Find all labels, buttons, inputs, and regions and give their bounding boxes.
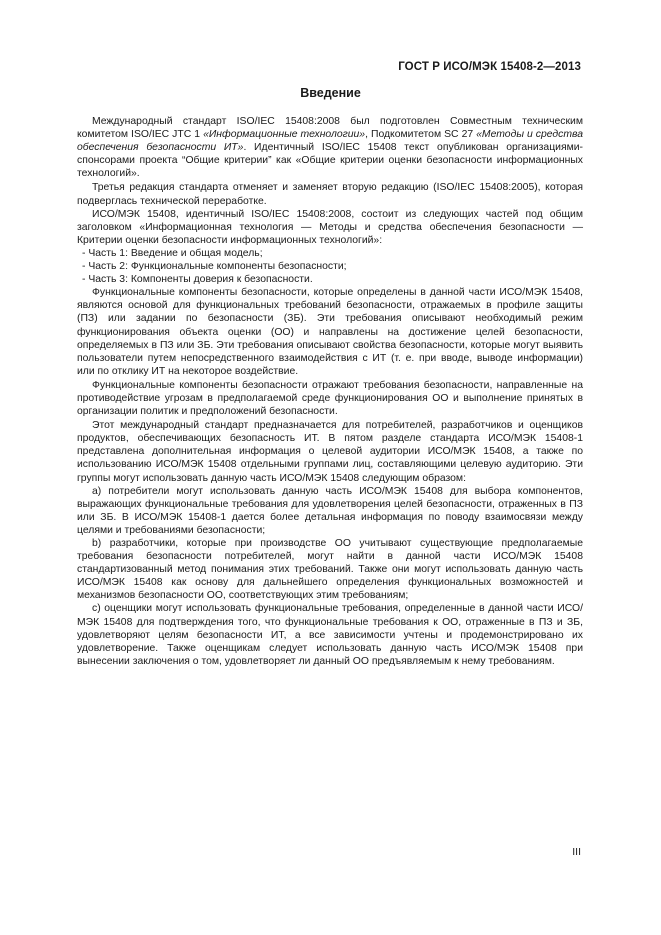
list-item-part-1: - Часть 1: Введение и общая модель; (82, 247, 263, 259)
document-body (77, 115, 583, 668)
list-item-evaluators: c) оценщики могут использовать функциональные требования, определенные в данной части ИСО/МЭК 15408 для подтверждения того, что функциональные требования к ОО, отраженные в ПЗ и ЗБ, удовлетворяют целям безопасности ИТ, а все зависимости учтены и продемонстрировано их удовлетворение. Также оценщикам следует использовать данную часть ИСО/МЭК 15408 при вынесении заключения о том, удовлетворяет ли данный ОО предъявляемым к нему требованиям. (77, 603, 583, 667)
list-item-part-3: - Часть 3: Компоненты доверия к безопасности. (82, 274, 313, 286)
list-item-consumers: a) потребители могут использовать данную часть ИСО/МЭК 15408 для выбора компонентов, выражающих функциональные требования для удовлетворения целей безопасности, отраженных в ПЗ или ЗБ. В ИСО/МЭК 15408-1 дается более детальная информация по поводу взаимосвязи между целями и требованиями безопасности; (77, 485, 583, 536)
paragraph-threats: Функциональные компоненты безопасности отражают требования безопасности, направленные на противодействие угрозам в предполагаемой среде функционирования ОО и выполнение принятых в организации политик и предположений безопасности. (77, 379, 583, 418)
paragraph-audience: Этот международный стандарт предназначается для потребителей, разработчиков и оценщиков продуктов, обеспечивающих безопасность ИТ. В пятом разделе стандарта ИСО/МЭК 15408-1 представлена дополнительная информация о целевой аудитории ИСО/МЭК 15408, а также по использованию ИСО/МЭК 15408 отдельными группами лиц, составляющими целевую аудиторию. Эти группы могут использовать данную часть ИСО/МЭК 15408 следующим образом: (77, 420, 583, 484)
paragraph-parts-intro: ИСО/МЭК 15408, идентичный ISO/IEC 15408:2008, состоит из следующих частей под общим заголовком «Информационная технология — Методы и средства обеспечения безопасности — Критерии оценки безопасности информационных технологий»: (77, 208, 583, 246)
paragraph-functional-components: Функциональные компоненты безопасности, которые определены в данной части ИСО/МЭК 15408, являются основой для функциональных требований безопасности, отражаемых в профиле защиты (ПЗ) или задании по безопасности (ЗБ). Эти требования описывают необходимый режим функционирования объекта оценки (ОО) и направлены на достижение целей безопасности, определяемых в ПЗ или ЗБ. Эти требования описывают свойства безопасности, которые могут выявить пользователи путем непосредственного взаимодействия с ИТ (т. е. при вводе, выводе информации) или по отклику ИТ на некоторое воздействие. (77, 287, 583, 377)
paragraph-edition: Третья редакция стандарта отменяет и заменяет вторую редакцию (ISO/IEC 15408:2005), которая подверглась технической переработке. (77, 182, 583, 207)
list-item-developers: b) разработчики, которые при производстве ОО учитывают существующие предполагаемые требования безопасности потребителей, могут найти в данной части ИСО/МЭК 15408 стандартизованный метод понимания этих требований. Также они могут использовать данную часть ИСО/МЭК 15408 как основу для дальнейшего определения функциональных возможностей и механизмов безопасности ОО, соответствующих этим требованиям; (77, 538, 583, 602)
standard-code-header: ГОСТ Р ИСО/МЭК 15408-2—2013 (398, 61, 581, 73)
page-number: III (572, 846, 581, 858)
list-item-part-2: - Часть 2: Функциональные компоненты безопасности; (82, 261, 347, 273)
page-title: Введение (300, 86, 361, 100)
paragraph-origin: Международный стандарт ISO/IEC 15408:2008 был подготовлен Совместным техническим комитетом ISO/IEC JTC 1 «Информационные технологии», Подкомитетом SC 27 «Методы и средства обеспечения безопасности ИТ». Идентичный ISO/IEC 15408 текст опубликован организациями-спонсорами проекта “Общие критерии” как «Общие критерии оценки безопасности информационных технологий». (77, 116, 583, 180)
